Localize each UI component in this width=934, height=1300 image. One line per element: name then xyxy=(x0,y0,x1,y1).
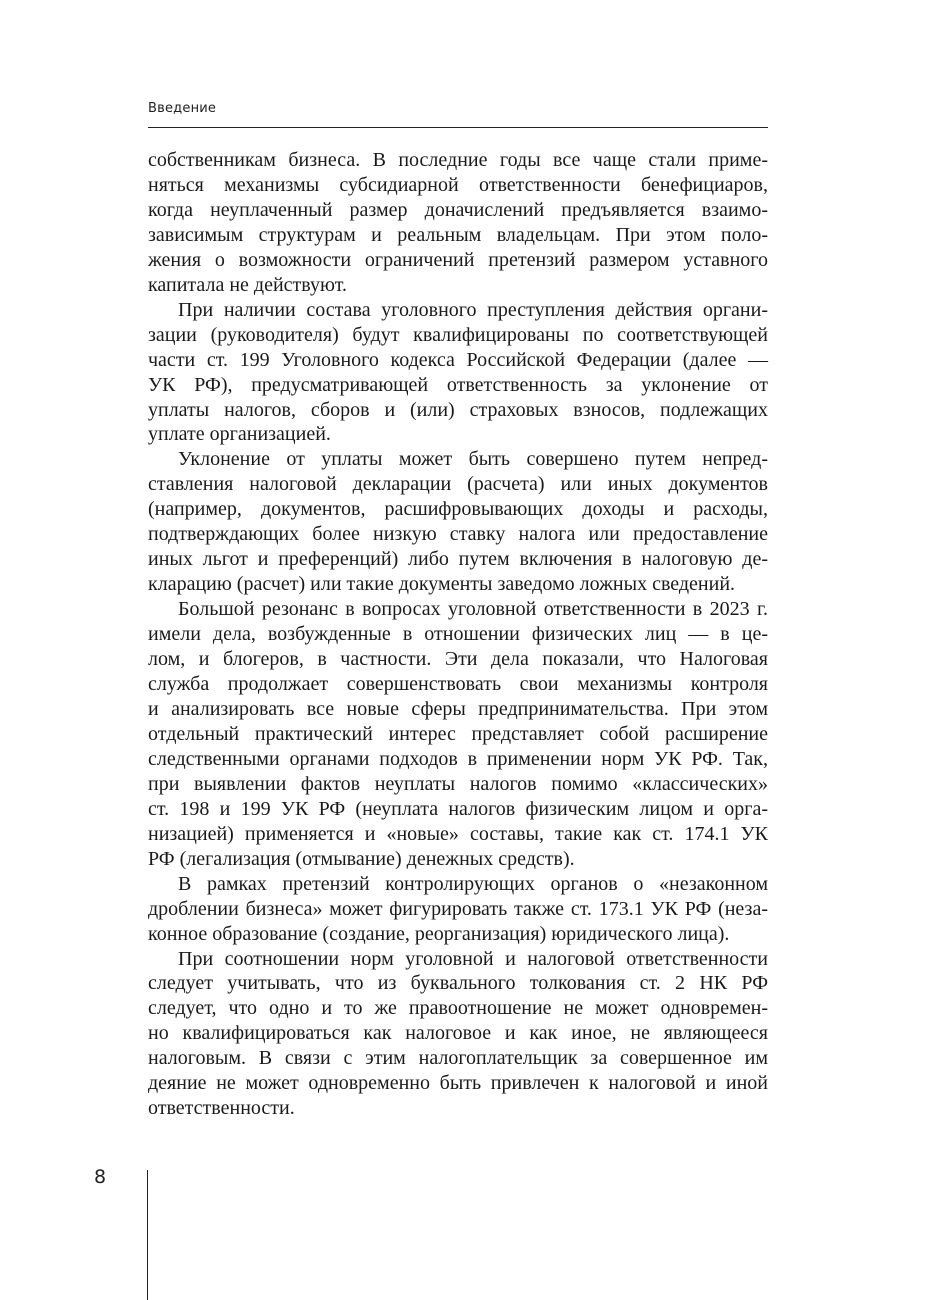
text-line: УК РФ), предусматривающей ответственность за уклонение от xyxy=(148,373,768,396)
page-number: 8 xyxy=(94,1166,107,1188)
text-line: При соотношении норм уголовной и налоговой ответственности xyxy=(178,947,768,970)
text-line: следует учитывать, что из буквального толкования ст. 2 НК РФ xyxy=(148,972,768,995)
text-line: части ст. 199 Уголовного кодекса Российской Федерации (далее — xyxy=(148,348,768,371)
text-line: уплате организацией. xyxy=(148,423,331,446)
running-head: Введение xyxy=(148,101,217,116)
text-line: лом, и блогеров, в частности. Эти дела показали, что Налоговая xyxy=(148,648,768,671)
text-line: но квалифицироваться как налоговое и как иное, не являющееся xyxy=(148,1022,768,1045)
text-line: отдельный практический интерес представляет собой расширение xyxy=(148,722,768,745)
text-line: налоговым. В связи с этим налогоплательщик за совершенное им xyxy=(148,1047,768,1070)
margin-rule xyxy=(147,1170,148,1300)
text-line: зации (руководителя) будут квалифицированы по соответствующей xyxy=(148,323,768,346)
text-line: имели дела, возбужденные в отношении физических лиц — в це- xyxy=(148,623,768,646)
text-line: и анализировать все новые сферы предпринимательства. При этом xyxy=(148,697,768,720)
paragraph xyxy=(148,597,768,871)
text-line: ответственности. xyxy=(148,1097,295,1120)
text-line: В рамках претензий контролирующих органов о «незаконном xyxy=(178,872,768,895)
text-line: Уклонение от уплаты может быть совершено путем непред- xyxy=(178,448,768,471)
text-line: служба продолжает совершенствовать свои механизмы контроля xyxy=(148,673,768,696)
paragraph xyxy=(148,947,768,1122)
text-line: при выявлении фактов неуплаты налогов помимо «классических» xyxy=(148,772,768,795)
text-line: жения о возможности ограничений претензий размером уставного xyxy=(148,248,768,271)
text-line: РФ (легализация (отмывание) денежных средств). xyxy=(148,847,575,870)
paragraph xyxy=(148,872,768,947)
text-line: следует, что одно и то же правоотношение не может одновремен- xyxy=(148,997,768,1020)
text-line: деяние не может одновременно быть привлечен к налоговой и иной xyxy=(148,1072,768,1095)
text-line: ставления налоговой декларации (расчета) или иных документов xyxy=(148,473,768,496)
text-line: конное образование (создание, реорганизация) юридического лица). xyxy=(148,922,730,945)
body-text xyxy=(148,148,768,1121)
text-line: уплаты налогов, сборов и (или) страховых взносов, подлежащих xyxy=(148,398,768,421)
text-line: кларацию (расчет) или такие документы заведомо ложных сведений. xyxy=(148,573,736,596)
text-line: Большой резонанс в вопросах уголовной ответственности в 2023 г. xyxy=(178,598,768,621)
text-line: следственными органами подходов в применении норм УК РФ. Так, xyxy=(148,747,768,770)
paragraph xyxy=(148,148,768,298)
text-line: когда неуплаченный размер доначислений предъявляется взаимо- xyxy=(148,198,768,221)
text-line: (например, документов, расшифровывающих доходы и расходы, xyxy=(148,498,768,521)
header-rule xyxy=(148,127,768,128)
text-line: дроблении бизнеса» может фигурировать также ст. 173.1 УК РФ (неза- xyxy=(148,897,768,920)
text-line: иных льгот и преференций) либо путем включения в налоговую де- xyxy=(148,548,768,571)
text-line: собственникам бизнеса. В последние годы все чаще стали приме- xyxy=(148,149,768,171)
text-line: капитала не действуют. xyxy=(148,273,347,296)
paragraph xyxy=(148,298,768,448)
paragraph xyxy=(148,447,768,597)
text-line: зависимым структурам и реальным владельцам. При этом поло- xyxy=(148,223,768,246)
text-line: ст. 198 и 199 УК РФ (неуплата налогов физическим лицом и орга- xyxy=(148,797,768,820)
text-line: подтверждающих более низкую ставку налога или предоставление xyxy=(148,523,768,546)
text-line: При наличии состава уголовного преступления действия органи- xyxy=(178,298,768,321)
text-line: няться механизмы субсидиарной ответственности бенефициаров, xyxy=(148,173,768,196)
text-line: низацией) применяется и «новые» составы, такие как ст. 174.1 УК xyxy=(148,822,768,845)
